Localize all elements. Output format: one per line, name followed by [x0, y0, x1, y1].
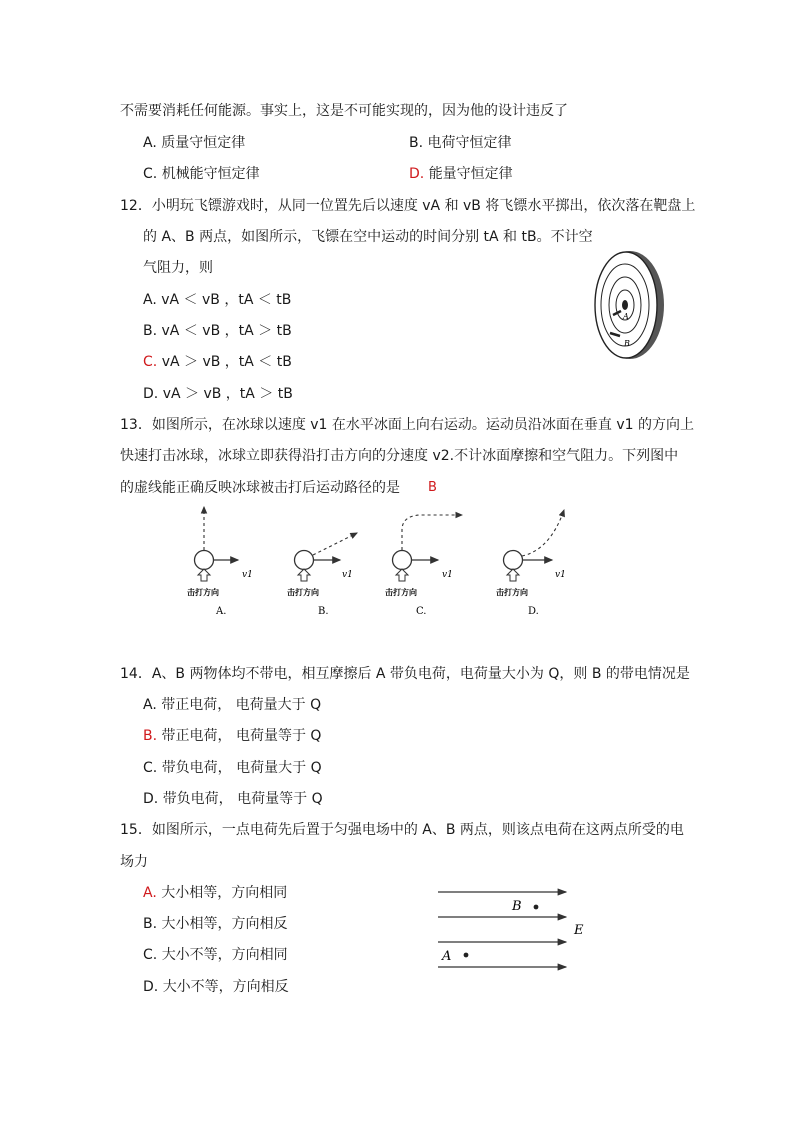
option-text: 大小不等，方向相同 [161, 947, 288, 963]
q12-option-c [143, 352, 292, 372]
q15-option-d [143, 977, 289, 997]
option-text: 质量守恒定律 [161, 135, 246, 151]
q12-stem-line3: 气阻力，则 [143, 260, 213, 276]
figure-b [287, 533, 357, 617]
option-text: 大小相等，方向相同 [161, 885, 288, 901]
strike-arrow-icon [507, 569, 519, 581]
option-letter: A. [143, 885, 157, 901]
point-b-label: B [512, 899, 522, 914]
figure-caption: C. [416, 606, 427, 617]
option-text: 带正电荷， 电荷量大于 Q [161, 697, 322, 713]
path-dashed [313, 533, 357, 555]
option-letter: D. [409, 166, 425, 182]
v1-label: v1 [442, 570, 453, 580]
q11-option-a [143, 133, 245, 153]
dartboard-figure [580, 245, 670, 365]
q15-option-c [143, 945, 288, 965]
option-letter: D. [143, 979, 159, 995]
option-letter: A. [143, 292, 157, 308]
option-letter: D. [143, 386, 159, 402]
q15-stem-line2: 场力 [120, 854, 148, 870]
option-letter: B. [409, 135, 424, 151]
v1-label: v1 [242, 570, 253, 580]
option-letter: A. [143, 135, 157, 151]
option-text: 大小相等，方向相反 [161, 916, 288, 932]
q11-option-b [409, 133, 512, 153]
q13-stem-line3: 的虚线能正确反映冰球被击打后运动路径的是 [120, 480, 400, 496]
figure-caption: B. [318, 606, 329, 617]
v1-label: v1 [342, 570, 353, 580]
field-e-label: E [574, 923, 584, 938]
strike-label: 击打方向 [287, 588, 319, 597]
q12-option-b [143, 321, 292, 341]
point-a-label: A [442, 949, 452, 964]
option-letter: B. [143, 728, 158, 744]
path-dashed [522, 510, 564, 556]
dartboard-center [622, 300, 628, 310]
dart-label-b: B [624, 339, 630, 348]
option-letter: C. [143, 166, 158, 182]
q14-option-b [143, 726, 321, 746]
point-a-dot [464, 953, 469, 958]
option-text: 能量守恒定律 [428, 166, 513, 182]
path-dashed [402, 515, 462, 550]
q12-stem-line1: 12．小明玩飞镖游戏时，从同一位置先后以速度 vA 和 vB 将飞镖水平掷出，依次落在靶盘上 [120, 198, 696, 214]
option-letter: A. [143, 697, 157, 713]
option-text: 电荷守恒定律 [427, 135, 512, 151]
puck-figures [180, 500, 580, 625]
dart-label-a: A [623, 312, 629, 321]
q14-stem: 14．A、B 两物体均不带电，相互摩擦后 A 带负电荷，电荷量大小为 Q，则 B 的带电情况是 [120, 666, 690, 682]
option-text: vA ＜ vB ，tA ＜ tB [161, 292, 292, 308]
option-text: vA ＞ vB ，tA ＞ tB [162, 386, 293, 402]
figure-a [187, 507, 253, 617]
option-letter: C. [143, 947, 158, 963]
option-text: 大小不等，方向相反 [162, 979, 289, 995]
strike-label: 击打方向 [496, 588, 528, 597]
q13-stem-line2: 快速打击冰球，冰球立即获得沿打击方向的分速度 v2.不计冰面摩擦和空气阻力。下列图中 [120, 448, 679, 464]
option-letter: C. [143, 760, 158, 776]
q15-option-a [143, 883, 287, 903]
option-letter: C. [143, 354, 158, 370]
option-text: 机械能守恒定律 [161, 166, 260, 182]
option-letter: D. [143, 791, 159, 807]
strike-label: 击打方向 [187, 588, 219, 597]
v1-label: v1 [555, 570, 566, 580]
strike-label: 击打方向 [385, 588, 417, 597]
point-b-dot [534, 905, 539, 910]
option-letter: B. [143, 323, 158, 339]
puck-icon [195, 551, 214, 570]
q14-option-c [143, 758, 322, 778]
q13-stem-line1: 13．如图所示，在冰球以速度 v1 在水平冰面上向右运动。运动员沿冰面在垂直 v1 的方向上 [120, 417, 694, 433]
q11-option-d [409, 164, 513, 184]
option-text: 带正电荷， 电荷量等于 Q [161, 728, 322, 744]
strike-arrow-icon [298, 569, 310, 581]
figure-caption: A. [216, 606, 227, 617]
q11-stem: 不需要消耗任何能源。事实上，这是不可能实现的，因为他的设计违反了 [120, 103, 568, 119]
q12-option-a [143, 290, 291, 310]
q12-stem-line2: 的 A、B 两点，如图所示，飞镖在空中运动的时间分别 tA 和 tB。不计空 [143, 229, 593, 245]
q15-stem-line1: 15．如图所示，一点电荷先后置于匀强电场中的 A、B 两点，则该点电荷在这两点所受的电 [120, 822, 684, 838]
figure-d [496, 510, 566, 617]
strike-arrow-icon [198, 569, 210, 581]
figure-c [385, 515, 462, 617]
q12-option-d [143, 384, 293, 404]
option-text: 带负电荷， 电荷量等于 Q [162, 791, 323, 807]
option-text: vA ＜ vB ，tA ＞ tB [161, 323, 292, 339]
puck-icon [295, 551, 314, 570]
q14-option-a [143, 695, 321, 715]
option-text: vA ＞ vB ，tA ＜ tB [161, 354, 292, 370]
strike-arrow-icon [396, 569, 408, 581]
puck-icon [393, 551, 412, 570]
q13-answer: B [428, 480, 437, 495]
q14-option-d [143, 789, 323, 809]
q15-option-b [143, 914, 288, 934]
option-text: 带负电荷， 电荷量大于 Q [161, 760, 322, 776]
electric-field-figure [430, 880, 600, 980]
figure-caption: D. [528, 606, 539, 617]
option-letter: B. [143, 916, 158, 932]
q11-option-c [143, 164, 260, 184]
puck-icon [504, 551, 523, 570]
